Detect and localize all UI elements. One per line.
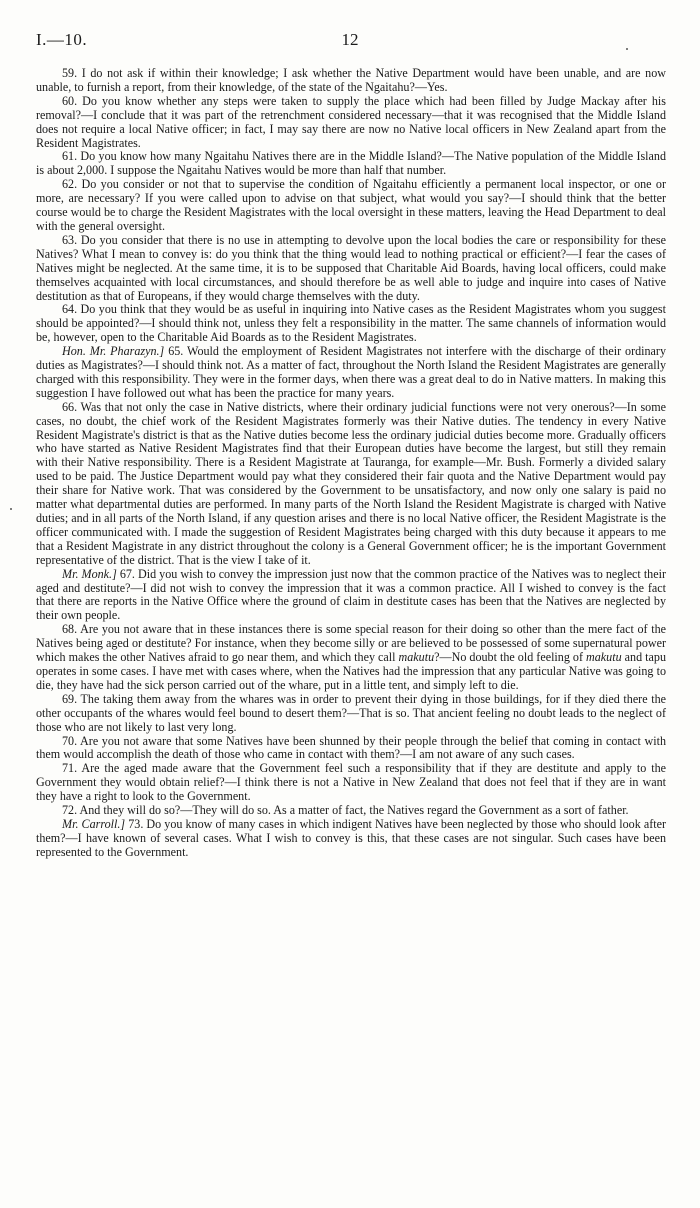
paragraph-62: 62. Do you consider or not that to supervise the condition of Ngaitahu efficiently a permanent local inspector, or one or more, are necessary? If you were called upon to advise on that subject, what would you say?—I should think that the better course would be to charge the Resident Magistrates with the local oversight in these matters, leaving the Head Department to deal with the general oversight. — [36, 177, 666, 233]
paragraph-71: 71. Are the aged made aware that the Government feel such a responsibility that if they are destitute and apply to the Government they would obtain relief?—I think there is not a Native in New Zealand that does not feel that if they are in want they have a right to look to the Government. — [36, 761, 666, 804]
page-number: 12 — [341, 30, 359, 49]
paragraph-68: 68. Are you not aware that in these instances there is some special reason for their doing so other than the mere fact of the Natives being aged or destitute? For instance, when they become silly or are believed to be possessed of some supernatural power which makes the other Natives afraid to go near them, and which they call makutu?—No doubt the old feeling of makutu and tapu operates in some cases. I have met with cases where, when the Natives had the impression that any particular Native was going to die, they have had the sick person carried out of the whare, put in a little tent, and simply left to die. — [36, 622, 666, 692]
body-text — [36, 67, 666, 860]
italic-term: makutu — [586, 650, 622, 665]
paragraph-67: Mr. Monk.] 67. Did you wish to convey the impression just now that the common practice of the Natives was to neglect their aged and destitute?—I did not wish to convey the impression that it was a common practice. All I wished to convey is the fact that there are reports in the Native Office where the ground of claim in destitute cases has been that the Natives are neglected by their own people. — [36, 566, 666, 623]
paragraph-64: 64. Do you think that they would be as useful in inquiring into Native cases as the Resident Magistrates whom you suggest should be appointed?—I should think not, unless they felt a responsibility in the matter. The same channels of information would be, however, open to the Charitable Aid Boards as to the Resident Magistrates. — [36, 302, 666, 345]
paragraph-72: 72. And they will do so?—They will do so. As a matter of fact, the Natives regard the Government as a sort of father. — [62, 803, 629, 818]
speaker-label: Mr. Carroll.] — [62, 816, 126, 831]
paragraph-63: 63. Do you consider that there is no use in attempting to devolve upon the local bodies the care or responsibility for these Natives? What I mean to convey is: do you think that the thing would lead to nothing practical or efficient?—I fear the cases of Natives might be neglected. At the same time, it is to be supposed that Charitable Aid Boards, having local officers, could make themselves acquainted with local circumstances, and should therefore be as well able to judge and inquire into cases of Native destitution as that of Europeans, if they would charge themselves with the duty. — [36, 232, 666, 303]
italic-term: makutu — [398, 650, 435, 665]
paragraph-61: 61. Do you know how many Ngaitahu Natives there are in the Middle Island?—The Native population of the Middle Island is about 2,000. I suppose the Ngaitahu Natives would be more than half that number. — [36, 149, 666, 178]
paragraph-73: Mr. Carroll.] 73. Do you know of many cases in which indigent Natives have been neglected by those who should look after them?—I have known of several cases. What I wish to convey is this, that these cases are not singular. Such cases have been represented to the Government. — [36, 816, 667, 859]
paragraph-59: 59. I do not ask if within their knowledge; I ask whether the Native Department would have been unable, and are now unable, to furnish a report, from their knowledge, of the state of the Ngaitahu?—Yes. — [36, 66, 666, 94]
paragraph-66: 66. Was that not only the case in Native districts, where their ordinary judicial functions were not very onerous?—In some cases, no doubt, the chief work of the Resident Magistrates formerly was their Native duties. The tendency in every Native Resident Magistrate's district is that as the Native duties become less the ordinary judicial duties become more. Gradually officers who have started as Native Resident Magistrates find that their European duties have become the largest, but still they remain with their Native responsibility. There is a Resident Magistrate at Tauranga, for example—Mr. Bush. Formerly a divided salary used to be paid. The Justice Department would pay what they considered their fair quota and the Native Department would pay their share for Native work. That was considered by the Government to be unsatisfactory, and now only one salary is paid no matter what departmental duties are performed. In many parts of the North Island the Resident Magistrate is charged with Native duties; and in all parts of the North Island, if any question arises and there is no local Native officer, the Resident Magistrate is the officer communicated with. I made the suggestion of Resident Magistrates being charged with this duty because it appears to me that a Resident Magistrate in any district throughout the colony is a General Government officer; he is the important Government representative of the district. That is the view I take of it. — [36, 399, 667, 567]
paragraph-70: 70. Are you not aware that some Natives have been shunned by their people through the belief that coming in contact with them would accomplish the death of those who came in contact with them?—I am not aware of any such cases. — [36, 733, 666, 762]
speaker-label: Mr. Monk.] — [62, 566, 117, 581]
scan-speck — [626, 48, 628, 50]
paragraph-65: Hon. Mr. Pharazyn.] 65. Would the employment of Resident Magistrates not interfere with the discharge of their ordinary duties as Magistrates?—I should think not. As a matter of fact, throughout the North Island the Resident Magistrates are generally charged with this responsibility. They were in the former days, when there was a great deal to do in Native matters. In making this suggestion I have followed out what has been the practice for many years. — [36, 344, 667, 400]
paragraph-60: 60. Do you know whether any steps were taken to supply the place which had been filled by Judge Mackay after his removal?—I conclude that it was part of the retrenchment considered necessary—that it was recognised that the Middle Island does not require a local Native officer; in fact, I may say there are now no Native local officers in New Zealand apart from the Resident Magistrates. — [36, 93, 666, 150]
scan-speck — [10, 508, 12, 510]
paragraph-69: 69. The taking them away from the whares was in order to prevent their dying in those buildings, for if they died there the other occupants of the whares would feel bound to desert them?—That is so. That ancient feeling no doubt leads to the neglect of those who are not likely to last very long. — [36, 691, 666, 734]
paper-series-code: I.—10. — [36, 30, 88, 49]
speaker-label: Hon. Mr. Pharazyn.] — [62, 344, 165, 359]
